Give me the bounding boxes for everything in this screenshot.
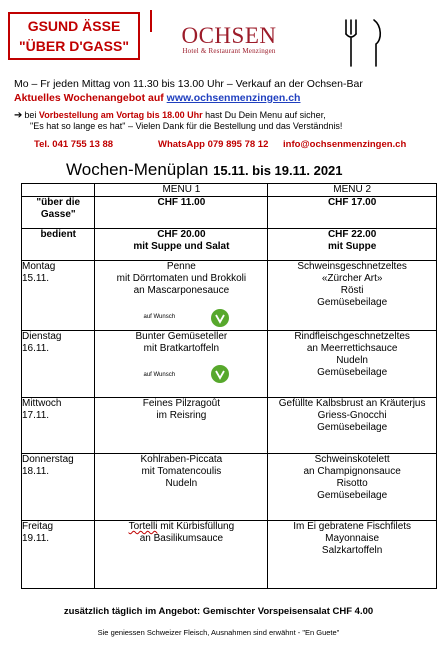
dish-line: Mayonnaise (325, 533, 380, 544)
auf-wunsch-note: auf Wunsch (143, 314, 176, 320)
gsund-aesse-logo (8, 12, 140, 60)
dish-line: Rindfleischgeschnetzeltes (294, 331, 410, 342)
bedient-desc-2: mit Suppe (327, 241, 377, 252)
day-cell-freitag (22, 521, 95, 589)
day-date: 15.11. (22, 273, 50, 284)
dish-line: Penne (166, 261, 196, 272)
auf-wunsch-note: auf Wunsch (143, 372, 176, 378)
dish-menu2-mittwoch (268, 398, 437, 454)
day-name: Montag (22, 261, 56, 272)
day-cell-montag (22, 261, 95, 331)
dish-line: Gemüsebeilage (317, 490, 388, 501)
preorder-pre: bei (24, 110, 39, 120)
dish-menu1-donnerstag (95, 454, 268, 521)
bedient-price-menu2 (268, 229, 437, 261)
dish-line: Rösti (340, 285, 364, 296)
corner-cell (22, 184, 95, 197)
day-date: 16.11. (22, 343, 50, 354)
dish-line: an Champignonsauce (303, 466, 401, 477)
dish-line: Griess-Gnocchi (317, 410, 387, 421)
dish-menu2-donnerstag (268, 454, 437, 521)
dish-menu1-freitag (95, 521, 268, 589)
dish-menu1-mittwoch (95, 398, 268, 454)
row-label-bedient: bedient (22, 229, 95, 261)
dish-line: an Meerrettichsauce (306, 343, 398, 354)
dish-line (95, 521, 267, 533)
bedient-price-2: CHF 22.00 (327, 229, 377, 240)
day-name: Donnerstag (22, 454, 74, 465)
dish-line: an Basilikumsauce (139, 533, 224, 544)
brand-name: OCHSEN (181, 23, 277, 48)
weekly-offer-line (14, 92, 300, 105)
day-name: Mittwoch (22, 398, 62, 409)
vegan-icon (211, 309, 229, 327)
weekly-offer-text: Aktuelles Wochenangebot auf (14, 92, 164, 104)
dish-line: Nudeln (165, 478, 198, 489)
dish-line: Schweinskotelett (314, 454, 390, 465)
day-date: 18.11. (22, 466, 50, 477)
tortelli-word: Tortelli (128, 521, 158, 532)
dish-line: mit Tomatencoulis (141, 466, 222, 477)
contact-phone[interactable]: Tel. 041 755 13 88 (34, 139, 114, 150)
title-main: Wochen-Menüplan (66, 160, 209, 179)
dish-line: Gefüllte Kalbsbrust an Kräuterjus (278, 398, 426, 409)
dish-line: Kohlraben-Piccata (140, 454, 223, 465)
dish-line: Risotto (336, 478, 368, 489)
fork-knife-icon (338, 16, 388, 70)
menu-table (21, 183, 437, 589)
preorder-deadline: Vorbestellung am Vortag bis 18.00 Uhr (38, 110, 203, 120)
bedient-price-menu1 (95, 229, 268, 261)
dish-line: Im Ei gebratene Fischfilets (293, 521, 412, 532)
brand-subtitle: Hotel & Restaurant Menzingen (182, 47, 276, 55)
day-date: 17.11. (22, 410, 50, 421)
dish-menu2-montag (268, 261, 437, 331)
vegan-icon (211, 365, 229, 383)
gasse-price-menu2: CHF 17.00 (268, 197, 437, 229)
bedient-desc-1: mit Suppe und Salat (133, 241, 230, 252)
dish-line: an Mascarponesauce (133, 285, 230, 296)
preorder-post: hast Du Dein Menu auf sicher, (202, 110, 326, 120)
meat-origin-note: Sie geniessen Schweizer Fleisch, Ausnahmen sind erwähnt - "En Guete" (97, 628, 340, 637)
dish-line-rest: mit Kürbisfüllung (157, 521, 235, 532)
row-label-gasse: "über die Gasse" (22, 197, 95, 229)
dish-line: Gemüsebeilage (317, 297, 388, 308)
menu1-header: MENU 1 (95, 184, 268, 197)
title-dates: 15.11. bis 19.11. 2021 (213, 163, 343, 178)
ochsen-logo (176, 25, 282, 56)
dish-menu1-dienstag (95, 331, 268, 398)
preorder-line (14, 110, 326, 121)
contact-email[interactable]: info@ochsenmenzingen.ch (283, 139, 407, 150)
dish-line: mit Dörrtomaten und Brokkoli (116, 273, 247, 284)
dish-line: im Reisring (156, 410, 207, 421)
day-cell-donnerstag (22, 454, 95, 521)
dish-menu1-montag (95, 261, 268, 331)
day-cell-mittwoch (22, 398, 95, 454)
dish-line: Schweinsgeschnetzeltes (297, 261, 407, 272)
logo-divider (150, 10, 152, 32)
dish-line: «Zürcher Art» (321, 273, 383, 284)
dish-line: Salzkartoffeln (321, 545, 383, 556)
day-date: 19.11. (22, 533, 50, 544)
gasse-price-menu1: CHF 11.00 (95, 197, 268, 229)
arrow-right-icon: ➔ (14, 110, 23, 121)
logo-line-1: GSUND ÄSSE (27, 18, 121, 34)
page-title (66, 160, 343, 180)
menu2-header: MENU 2 (268, 184, 437, 197)
day-name: Freitag (22, 521, 54, 532)
dish-line: Bunter Gemüseteller (135, 331, 228, 342)
daily-salad-offer: zusätzlich täglich im Angebot: Gemischter Vorspeisensalat CHF 4.00 (63, 606, 374, 617)
dish-line: Gemüsebeilage (317, 422, 388, 433)
day-cell-dienstag (22, 331, 95, 398)
logo-line-2: "ÜBER D'GASS" (19, 38, 129, 54)
thanks-line: "Es hat so lange es hat" – Vielen Dank für die Bestellung und das Verständnis! (30, 121, 343, 131)
dish-menu2-freitag (268, 521, 437, 589)
opening-hours: Mo – Fr jeden Mittag von 11.30 bis 13.00 Uhr – Verkauf an der Ochsen-Bar (14, 78, 363, 90)
dish-menu2-dienstag (268, 331, 437, 398)
day-name: Dienstag (22, 331, 62, 342)
dish-line: Feines Pilzragoût (142, 398, 220, 409)
bedient-price-1: CHF 20.00 (157, 229, 206, 240)
website-link[interactable]: www.ochsenmenzingen.ch (166, 92, 301, 104)
dish-line: Gemüsebeilage (317, 367, 388, 378)
dish-line: mit Bratkartoffeln (143, 343, 220, 354)
dish-line: Nudeln (336, 355, 368, 366)
contact-whatsapp[interactable]: WhatsApp 079 895 78 12 (158, 139, 269, 150)
